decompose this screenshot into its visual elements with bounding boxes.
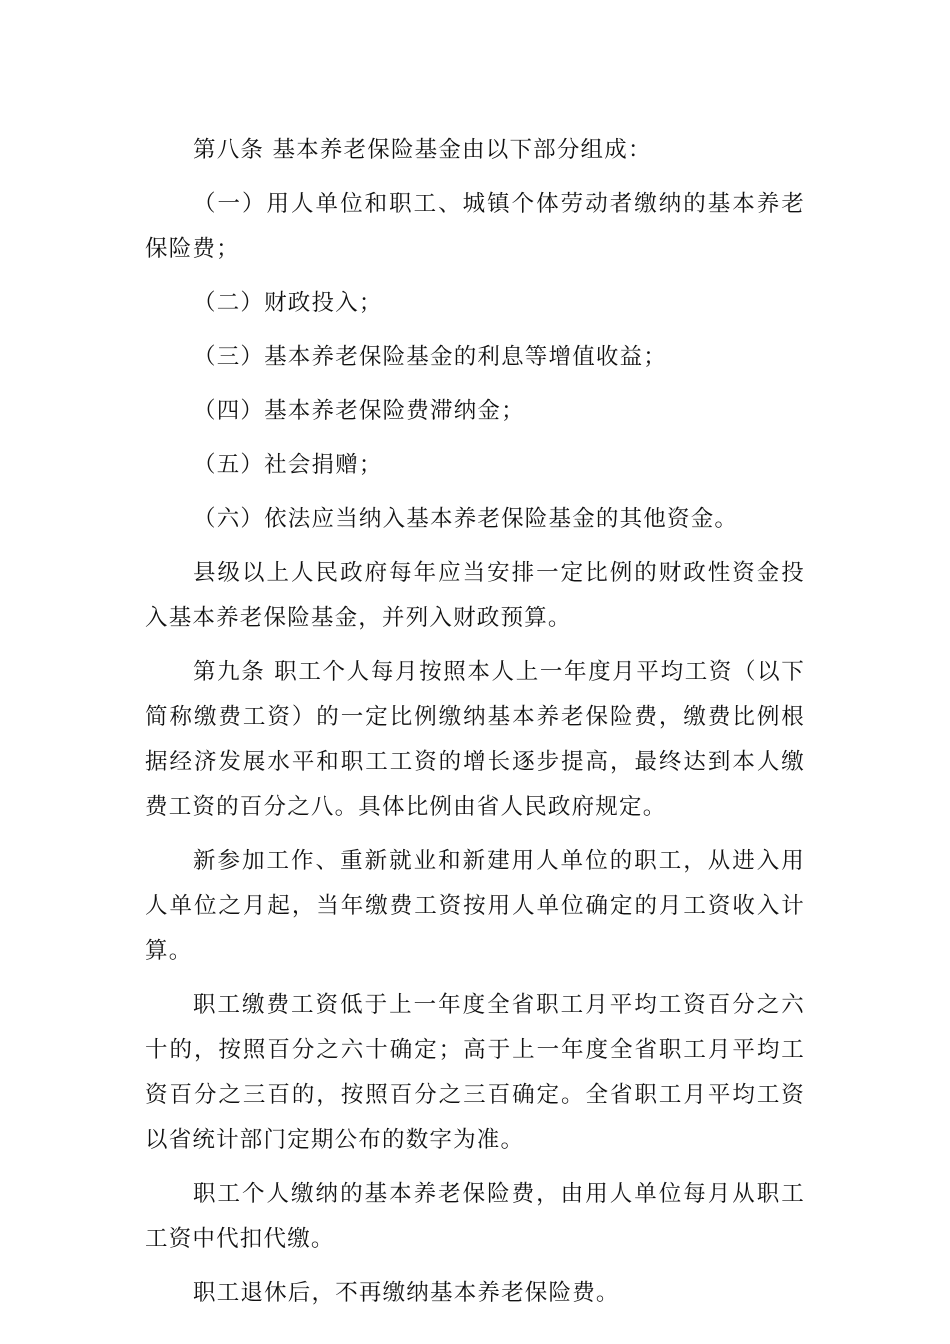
article-8-item-3: （三）基本养老保险基金的利息等增值收益； (193, 344, 668, 370)
article-8-item-5: （五）社会捐赠； (193, 452, 383, 478)
article-8-item-6: （六）依法应当纳入基本养老保险基金的其他资金。 (193, 506, 739, 532)
article-9-heading-paragraph: 第九条 职工个人每月按照本人上一年度月平均工资（以下简称缴费工资）的一定比例缴纳基本养老保险费，缴费比例根据经济发展水平和职工工资的增长逐步提高，最终达到本人缴费工资的百分之八。具体比例由省人民政府规定。 (145, 659, 805, 820)
article-8-heading: 第八条 基本养老保险基金由以下部分组成： (193, 137, 652, 163)
article-8-item-2: （二）财政投入； (193, 290, 383, 316)
article-9-new-employee-paragraph: 新参加工作、重新就业和新建用人单位的职工，从进入用人单位之月起，当年缴费工资按用人单位确定的月工资收入计算。 (145, 848, 805, 964)
article-8-funding-paragraph: 县级以上人民政府每年应当安排一定比例的财政性资金投入基本养老保险基金，并列入财政预算。 (145, 560, 805, 631)
article-8-item-4: （四）基本养老保险费滞纳金； (193, 398, 525, 424)
article-9-retirement-paragraph: 职工退休后，不再缴纳基本养老保险费。 (193, 1280, 620, 1306)
article-9-withholding-paragraph: 职工个人缴纳的基本养老保险费，由用人单位每月从职工工资中代扣代缴。 (145, 1181, 805, 1252)
article-8-item-1: （一）用人单位和职工、城镇个体劳动者缴纳的基本养老保险费； (145, 191, 805, 262)
article-9-wage-base-paragraph: 职工缴费工资低于上一年度全省职工月平均工资百分之六十的，按照百分之六十确定；高于上一年度全省职工月平均工资百分之三百的，按照百分之三百确定。全省职工月平均工资以省统计部门定期公布的数字为准。 (145, 992, 805, 1153)
document-body (145, 128, 805, 1325)
